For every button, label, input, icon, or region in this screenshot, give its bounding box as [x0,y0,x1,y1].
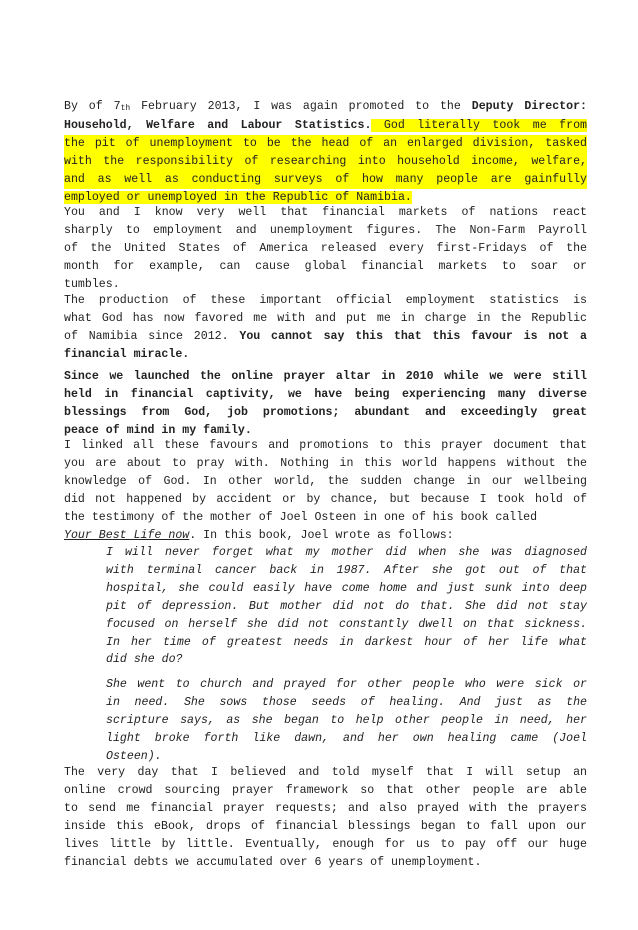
quote-line: She went to church and prayed for other people who were sick or [106,678,587,691]
paragraph-prayer-altar [64,368,587,440]
text-line: Household, Welfare and Labour Statistics. God literally took me from [64,118,587,132]
text-line: You and I know very well that financial markets of nations react [64,206,587,219]
text-line: the testimony of the mother of Joel Osteen in one of his book called [64,510,538,524]
text-line: employed or unemployed in the Republic of Namibia. [64,190,412,204]
quote-line: In her time of greatest needs in darkest hour of her life what [106,635,587,649]
quote-line: pit of depression. But mother did not do that. She did not stay [106,599,587,613]
quote-line: with terminal cancer back in 1987. After she got out of that [106,563,587,577]
text-line: tumbles. [64,277,120,291]
quote-line: light broke forth like dawn, and her own healing came (Joel [106,731,587,745]
text-line: Your Best Life now. In this book, Joel wrote as follows: [64,528,454,542]
quote-line: hospital, she could easily have come home and just sunk into deep [106,581,587,595]
book-title: Your Best Life now [64,528,190,542]
text-line: sharply to employment and unemployment figures. The Non-Farm Payroll [64,223,587,237]
paragraph-promotion [64,98,587,206]
text-line: lives little by little. Eventually, enough for us to pay off our huge [64,837,587,851]
quote-line: focused on herself she did not constantly dwell on that sickness. [106,617,587,631]
text-line: financial miracle. [64,347,190,361]
text-line: By of $7_{th}$ February 2013, I was again promoted to the Deputy Director: [64,100,588,113]
text-line: I linked all these favours and promotions to this prayer document that [64,439,587,452]
text-line: blessings from God, job promotions; abundant and exceedingly great [64,405,587,419]
text-line: of the United States of America released every first-Fridays of the [64,241,587,255]
text-line: month for example, can cause global financial markets to soar or [64,259,587,273]
text-line: peace of mind in my family. [64,423,252,437]
quote-line: did she do? [106,653,183,667]
quote-line: in need. She sows those seeds of healing. And just as the [106,695,587,709]
text-line: financial debts we accumulated over 6 years of unemployment. [64,855,482,869]
quote-line: Osteen). [106,749,162,763]
highlighted-line: with the responsibility of researching into household income, welfare, [64,153,587,171]
text-line: The very day that I believed and told myself that I will setup an [64,766,587,779]
text-line: did not happened by accident or by chance, but because I took hold of [64,492,587,506]
text-line: what God has now favored me with and put me in charge in the Republic [64,311,587,325]
text-line: held in financial captivity, we have being experiencing many diverse [64,387,587,401]
quote-line: scripture says, as she began to help other people in need, her [106,713,587,727]
paragraph-markets [64,204,587,294]
quote-line: I will never forget what my mother did when she was diagnosed [106,546,587,559]
text-line: knowledge of God. In other world, the sudden change in our wellbeing [64,474,587,488]
text-line: to send me financial prayer requests; and also prayed with the prayers [64,801,587,815]
text-line: you are about to pray with. Nothing in this world happens without the [64,456,587,470]
paragraph-favours [64,437,587,544]
text-line: online crowd sourcing prayer framework so that other people are able [64,783,587,797]
text-line: of Namibia since 2012. You cannot say this that this favour is not a [64,329,587,343]
text-line: inside this eBook, drops of financial blessings began to fall upon our [64,819,587,833]
paragraph-statistics [64,292,587,364]
quote-block-mother [106,544,587,669]
text-line: Since we launched the online prayer altar in 2010 while we were still [64,370,587,383]
highlighted-line: the pit of unemployment to be the head of an enlarged division, tasked [64,135,587,153]
highlighted-line: and as well as conducting surveys of how many people are gainfully [64,171,587,189]
paragraph-online-framework [64,764,587,871]
text-line: The production of these important official employment statistics is [64,294,587,307]
quote-block-church [106,676,587,766]
